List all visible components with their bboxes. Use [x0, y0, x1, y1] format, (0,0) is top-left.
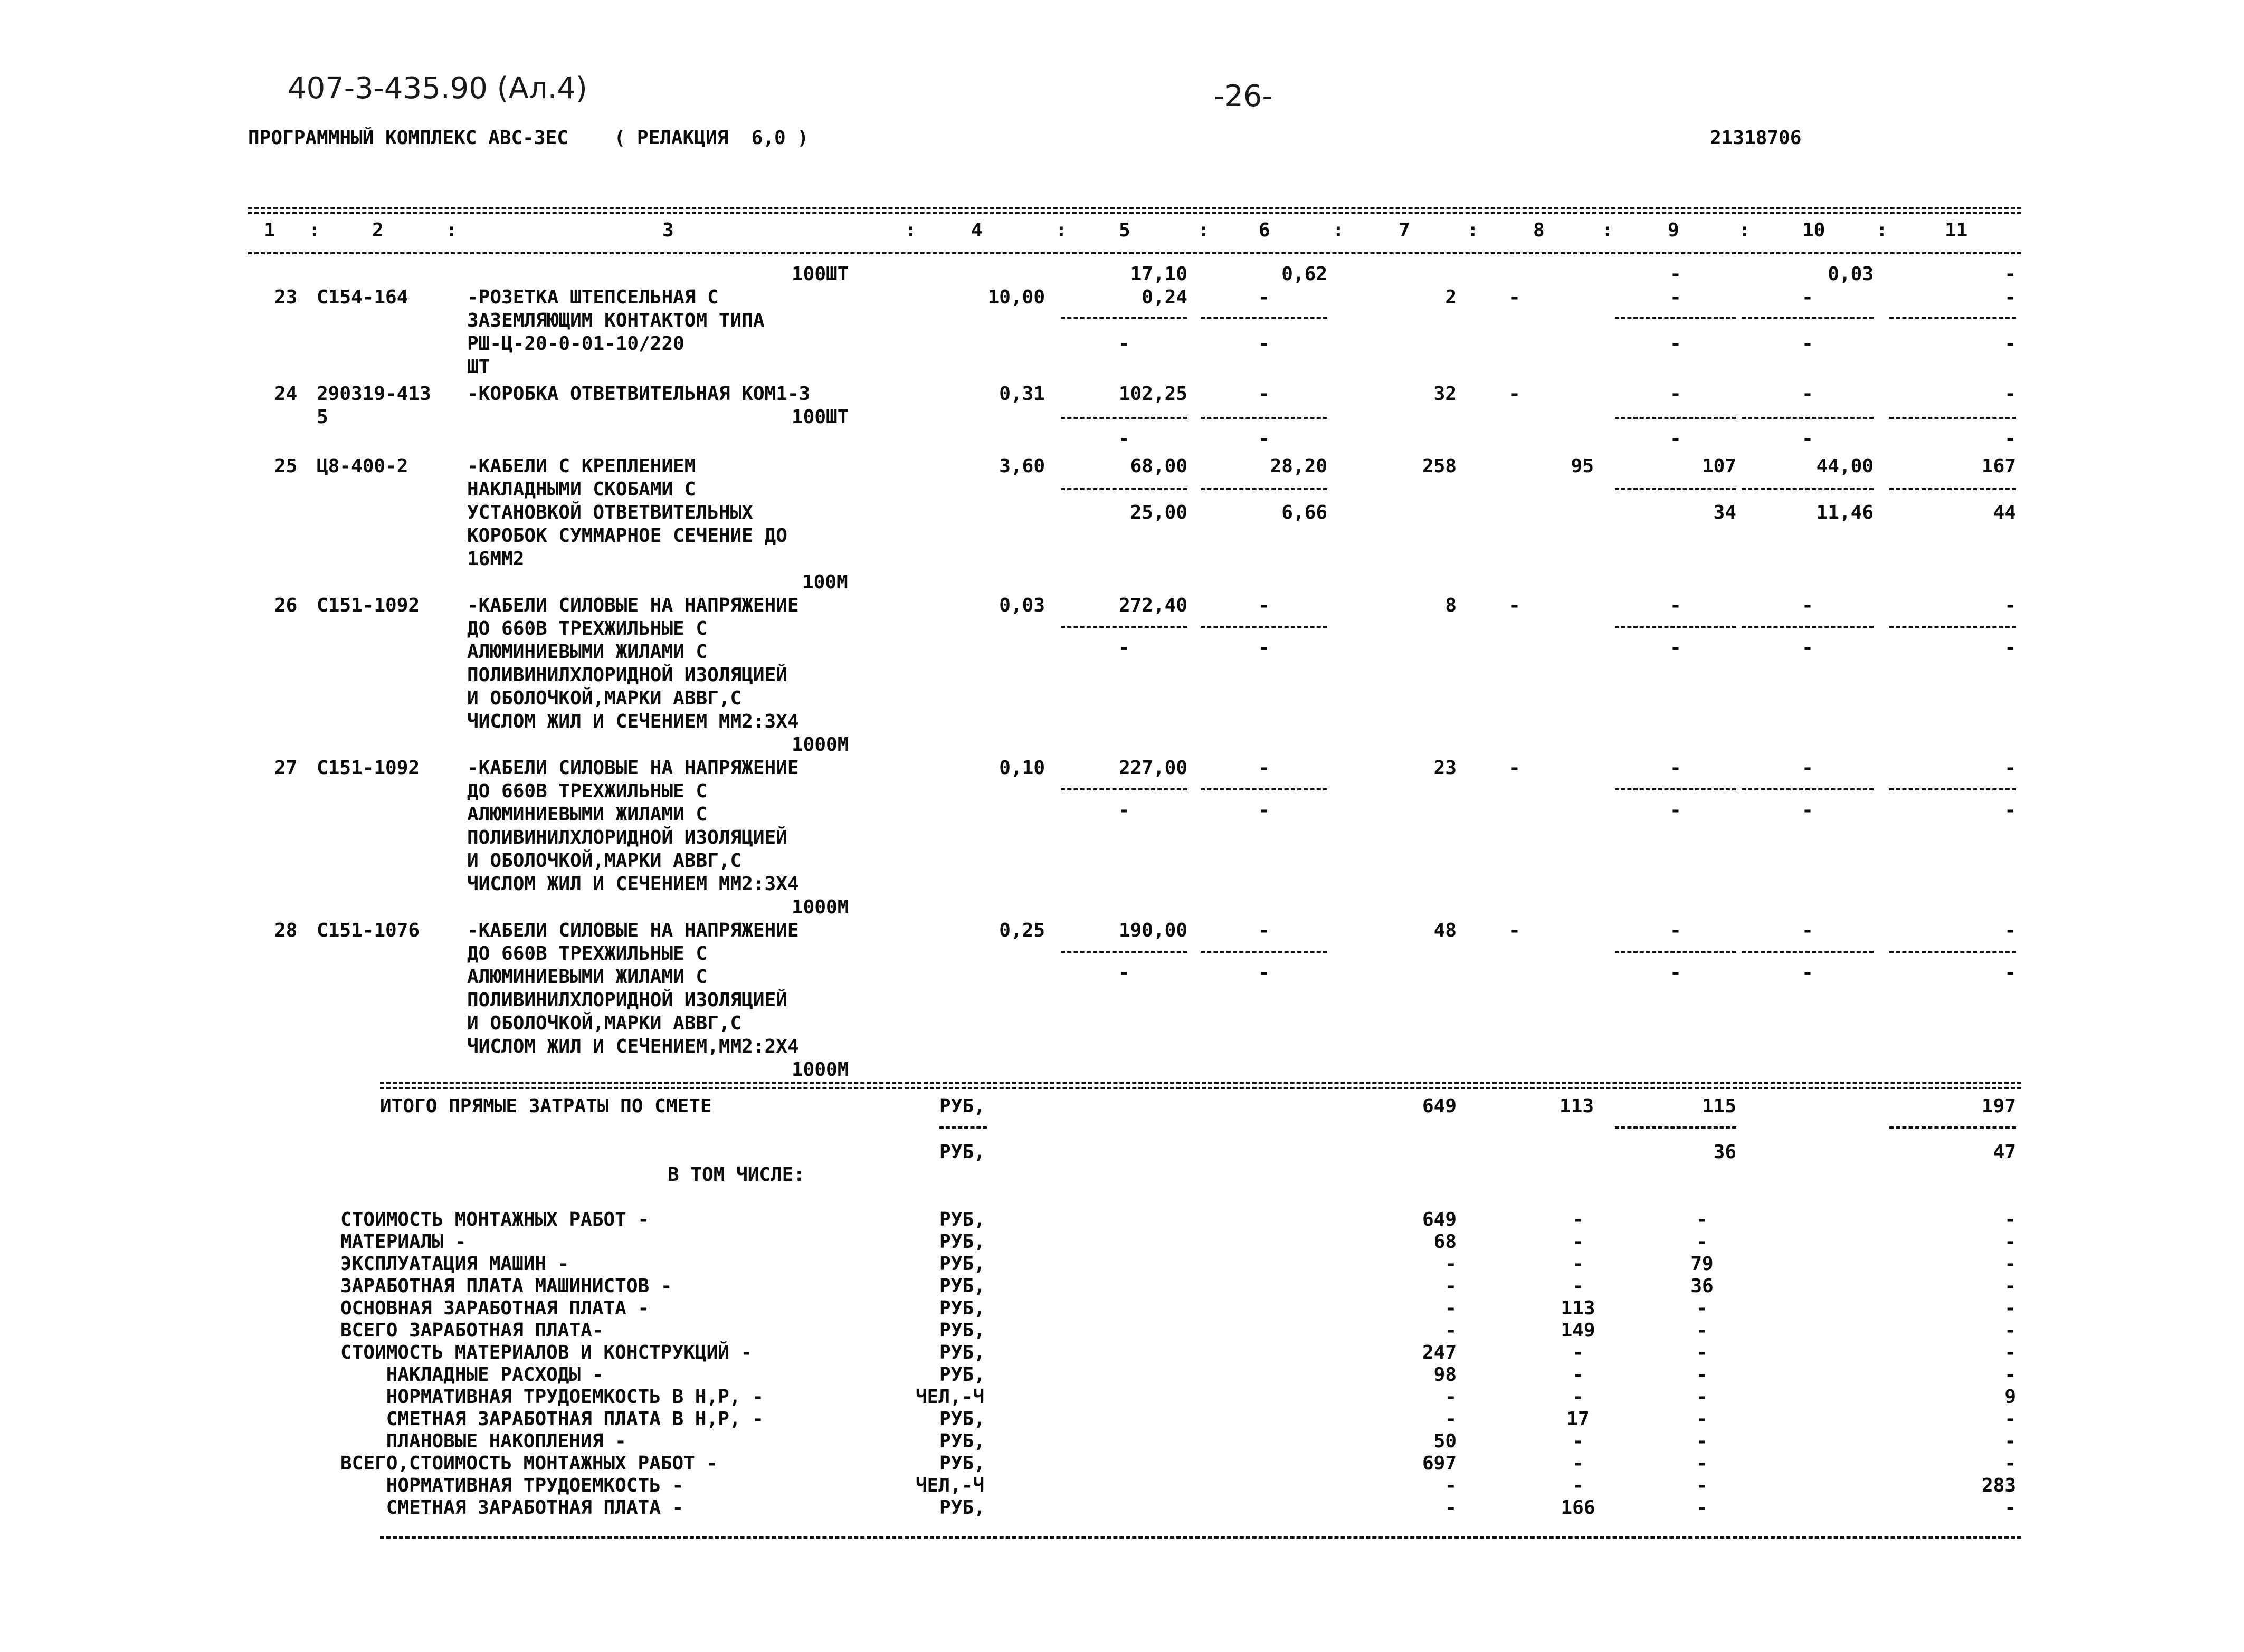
summary-col9: -	[1696, 1453, 1708, 1474]
summary-col9: -	[1696, 1342, 1708, 1363]
row-col10: 44,00	[1816, 455, 1874, 477]
summary-col11: -	[2004, 1408, 2016, 1430]
row-col10b: 11,46	[1816, 502, 1874, 523]
summary-col9: -	[1696, 1408, 1708, 1430]
summary-col11: -	[2004, 1364, 2016, 1386]
row-code: 290319-413 5	[317, 383, 431, 428]
totals-col11: 197	[1981, 1095, 2016, 1117]
summary-col7: 50	[1433, 1430, 1457, 1452]
summary-label: ВСЕГО ЗАРАБОТНАЯ ПЛАТА-	[340, 1320, 604, 1341]
row-col11: -	[2004, 263, 2016, 285]
summary-unit: РУБ,	[939, 1320, 985, 1341]
summary-col11: 9	[2004, 1386, 2016, 1408]
row-description: -КАБЕЛИ СИЛОВЫЕ НА НАПРЯЖЕНИЕ ДО 660В ТРЕХЖИЛЬНЫЕ С АЛЮМИНИЕВЫМИ ЖИЛАМИ С ПОЛИВИНИЛХЛОРИДНОЙ ИЗОЛЯЦИЕЙ И ОБОЛОЧКОЙ,МАРКИ АВВГ,С ЧИСЛОМ ЖИЛ И СЕЧЕНИЕМ ММ2:3Х4	[467, 757, 799, 895]
summary-unit: РУБ,	[939, 1408, 985, 1430]
summary-col7: 247	[1422, 1342, 1457, 1363]
summary-col7: 697	[1422, 1453, 1457, 1474]
summary-col7: 68	[1433, 1231, 1457, 1253]
row-col10b: -	[1802, 799, 1813, 821]
row-description: -КОРОБКА ОТВЕТВИТЕЛЬНАЯ КОМ1-3	[467, 383, 811, 405]
summary-col7: 98	[1433, 1364, 1457, 1386]
row-col7: 48	[1433, 920, 1457, 941]
row-col7: 8	[1445, 595, 1457, 616]
row-col5b: 25,00	[1130, 502, 1187, 523]
col-header-11: 11	[1945, 219, 1968, 241]
summary-label: НОРМАТИВНАЯ ТРУДОЕМКОСТЬ В Н,Р, -	[340, 1386, 764, 1408]
row-code: С151-1076	[317, 920, 420, 941]
row-col5c: -	[1118, 333, 1130, 355]
col-header-5: 5	[1119, 219, 1130, 241]
summary-unit: РУБ,	[939, 1209, 985, 1230]
summary-unit: РУБ,	[939, 1497, 985, 1519]
row-col10: -	[1802, 595, 1813, 616]
row-col5: 17,10	[1130, 263, 1187, 285]
row-col10b: -	[1802, 962, 1813, 983]
summary-col8: -	[1572, 1275, 1584, 1297]
row-col5: 68,00	[1130, 455, 1187, 477]
summary-col8: -	[1572, 1342, 1584, 1363]
row-col10b: -	[1802, 637, 1813, 658]
doc-code: 407-3-435.90 (Ал.4)	[288, 71, 587, 106]
row-col4: 0,10	[999, 757, 1045, 779]
row-col5b: -	[1118, 428, 1130, 450]
row-col9: 107	[1701, 455, 1736, 477]
row-col8: 95	[1571, 455, 1594, 477]
row-code: С151-1092	[317, 595, 420, 616]
summary-col9: -	[1696, 1430, 1708, 1452]
summary-col8: 149	[1561, 1320, 1595, 1341]
summary-col9: 36	[1690, 1275, 1714, 1297]
row-col11c: -	[2004, 333, 2016, 355]
row-col4: 0,03	[999, 595, 1045, 616]
summary-col8: -	[1572, 1453, 1584, 1474]
row-number: 26	[274, 595, 298, 616]
row-col10b: -	[1802, 287, 1813, 308]
row-col7: 2	[1445, 287, 1457, 308]
row-col5: 227,00	[1118, 757, 1187, 779]
row-col9: -	[1670, 920, 1681, 941]
row-col6c: -	[1258, 333, 1270, 355]
row-col9b: -	[1670, 962, 1681, 983]
summary-label: ЭКСПЛУАТАЦИЯ МАШИН -	[340, 1253, 569, 1275]
col-header-9: 9	[1668, 219, 1679, 241]
row-col6: -	[1258, 595, 1270, 616]
summary-unit: ЧЕЛ,-Ч	[916, 1386, 985, 1408]
row-unit: 100М	[802, 571, 848, 593]
page-number: -26-	[1214, 79, 1273, 113]
row-number: 25	[274, 455, 298, 477]
row-col5b: -	[1118, 799, 1130, 821]
row-col9b: 34	[1713, 502, 1736, 523]
summary-col9: -	[1696, 1297, 1708, 1319]
document-number: 21318706	[1710, 127, 1802, 149]
col-header-7: 7	[1399, 219, 1410, 241]
row-description: -РОЗЕТКА ШТЕПСЕЛЬНАЯ С ЗАЗЕМЛЯЮЩИМ КОНТАКТОМ ТИПА РШ-Ц-20-0-01-10/220 ШТ	[467, 287, 765, 378]
summary-col7: 649	[1422, 1209, 1457, 1230]
totals-col9b: 36	[1713, 1141, 1736, 1163]
summary-col11: -	[2004, 1453, 2016, 1474]
row-col8: -	[1509, 383, 1520, 405]
summary-col8: -	[1572, 1253, 1584, 1275]
row-col8: -	[1509, 920, 1520, 941]
program-title: ПРОГРАММНЫЙ КОМПЛЕКС АВС-3ЕС ( РЕЛАКЦИЯ 6,0 )	[248, 127, 809, 149]
summary-col8: 166	[1561, 1497, 1595, 1519]
row-col11: -	[2004, 757, 2016, 779]
row-col9c: -	[1670, 333, 1681, 355]
totals-col7: 649	[1422, 1095, 1457, 1117]
totals-unit-2: РУБ,	[939, 1141, 985, 1163]
including-label: В ТОМ ЧИСЛЕ:	[668, 1164, 805, 1186]
summary-col9: -	[1696, 1320, 1708, 1341]
row-col7: 258	[1422, 455, 1457, 477]
row-unit: 100ШТ	[792, 406, 849, 428]
summary-col11: -	[2004, 1231, 2016, 1253]
totals-unit: РУБ,	[939, 1095, 985, 1117]
row-col7: 23	[1433, 757, 1457, 779]
row-col9: -	[1670, 595, 1681, 616]
row-col6b: -	[1258, 428, 1270, 450]
summary-col8: -	[1572, 1386, 1584, 1408]
totals-label: ИТОГО ПРЯМЫЕ ЗАТРАТЫ ПО СМЕТЕ	[380, 1095, 712, 1117]
row-col5: 190,00	[1118, 920, 1187, 941]
summary-label: СТОИМОСТЬ МАТЕРИАЛОВ И КОНСТРУКЦИЙ -	[340, 1342, 753, 1363]
summary-col7: -	[1445, 1320, 1457, 1341]
row-col5: 272,40	[1118, 595, 1187, 616]
row-code: С151-1092	[317, 757, 420, 779]
summary-col7: -	[1445, 1253, 1457, 1275]
row-col6: -	[1258, 920, 1270, 941]
col-header-10: 10	[1802, 219, 1825, 241]
row-col11b: -	[2004, 287, 2016, 308]
row-unit: 1000М	[792, 896, 849, 918]
table-header-rule	[248, 252, 2021, 254]
col-header-3: 3	[662, 219, 674, 241]
row-description: -КАБЕЛИ СИЛОВЫЕ НА НАПРЯЖЕНИЕ ДО 660В ТРЕХЖИЛЬНЫЕ С АЛЮМИНИЕВЫМИ ЖИЛАМИ С ПОЛИВИНИЛХЛОРИДНОЙ ИЗОЛЯЦИЕЙ И ОБОЛОЧКОЙ,МАРКИ АВВГ,С ЧИСЛОМ ЖИЛ И СЕЧЕНИЕМ,ММ2:2Х4	[467, 920, 799, 1057]
table-top-rule-2	[248, 212, 2021, 214]
row-col11b: 44	[1993, 502, 2016, 523]
summary-col8: -	[1572, 1231, 1584, 1253]
row-col11: 167	[1981, 455, 2016, 477]
row-col5b: -	[1118, 962, 1130, 983]
row-col5: 102,25	[1118, 383, 1187, 405]
row-code: С154-164	[317, 287, 408, 308]
summary-unit: РУБ,	[939, 1253, 985, 1275]
row-col11b: -	[2004, 428, 2016, 450]
row-col9b: -	[1670, 428, 1681, 450]
row-description: -КАБЕЛИ С КРЕПЛЕНИЕМ НАКЛАДНЫМИ СКОБАМИ С УСТАНОВКОЙ ОТВЕТВИТЕЛЬНЫХ КОРОБОК СУММАРНОЕ СЕЧЕНИЕ ДО 16ММ2	[467, 455, 787, 570]
totals-col9: 115	[1701, 1095, 1736, 1117]
row-col9b: -	[1670, 637, 1681, 658]
summary-col8: -	[1572, 1430, 1584, 1452]
row-col6b: 6,66	[1281, 502, 1327, 523]
row-description: -КАБЕЛИ СИЛОВЫЕ НА НАПРЯЖЕНИЕ ДО 660В ТРЕХЖИЛЬНЫЕ С АЛЮМИНИЕВЫМИ ЖИЛАМИ С ПОЛИВИНИЛХЛОРИДНОЙ ИЗОЛЯЦИЕЙ И ОБОЛОЧКОЙ,МАРКИ АВВГ,С ЧИСЛОМ ЖИЛ И СЕЧЕНИЕМ ММ2:3Х4	[467, 595, 799, 732]
summary-col11: -	[2004, 1253, 2016, 1275]
summary-label: СМЕТНАЯ ЗАРАБОТНАЯ ПЛАТА В Н,Р, -	[340, 1408, 764, 1430]
row-number: 27	[274, 757, 298, 779]
row-col10b: -	[1802, 428, 1813, 450]
summary-col7: -	[1445, 1386, 1457, 1408]
summary-unit: РУБ,	[939, 1297, 985, 1319]
row-col5b: -	[1118, 637, 1130, 658]
summary-unit: РУБ,	[939, 1231, 985, 1253]
row-col9b: -	[1670, 287, 1681, 308]
summary-label: ПЛАНОВЫЕ НАКОПЛЕНИЯ -	[340, 1430, 626, 1452]
summary-label: ВСЕГО,СТОИМОСТЬ МОНТАЖНЫХ РАБОТ -	[340, 1453, 718, 1474]
row-col6: 28,20	[1270, 455, 1327, 477]
totals-col8: 113	[1559, 1095, 1594, 1117]
row-col4: 10,00	[987, 287, 1045, 308]
row-col8: -	[1509, 757, 1520, 779]
row-col11b: -	[2004, 637, 2016, 658]
row-number: 23	[274, 287, 298, 308]
row-col7: 32	[1433, 383, 1457, 405]
row-col11: -	[2004, 383, 2016, 405]
row-code: Ц8-400-2	[317, 455, 408, 477]
col-header-6: 6	[1259, 219, 1270, 241]
summary-col7: -	[1445, 1497, 1457, 1519]
row-number: 24	[274, 383, 298, 405]
row-col10c: -	[1802, 333, 1813, 355]
summary-col11: -	[2004, 1209, 2016, 1230]
row-col8: -	[1509, 595, 1520, 616]
summary-col11: -	[2004, 1297, 2016, 1319]
row-col6: 0,62	[1281, 263, 1327, 285]
row-col4: 0,25	[999, 920, 1045, 941]
summary-label: НАКЛАДНЫЕ РАСХОДЫ -	[340, 1364, 604, 1386]
row-col9b: -	[1670, 799, 1681, 821]
row-col9: -	[1670, 757, 1681, 779]
summary-col9: -	[1696, 1364, 1708, 1386]
summary-col11: -	[2004, 1275, 2016, 1297]
row-col6b: -	[1258, 287, 1270, 308]
row-col4: 3,60	[999, 455, 1045, 477]
summary-col7: -	[1445, 1408, 1457, 1430]
row-col4: 0,31	[999, 383, 1045, 405]
row-col10: -	[1802, 757, 1813, 779]
summary-unit: ЧЕЛ,-Ч	[916, 1475, 985, 1496]
summary-label: ОСНОВНАЯ ЗАРАБОТНАЯ ПЛАТА -	[340, 1297, 650, 1319]
table-top-rule	[248, 207, 2021, 209]
row-col6: -	[1258, 383, 1270, 405]
summary-col8: 113	[1561, 1297, 1595, 1319]
summary-unit: РУБ,	[939, 1430, 985, 1452]
totals-rule-2	[380, 1087, 2021, 1089]
row-col6b: -	[1258, 799, 1270, 821]
row-col11b: -	[2004, 962, 2016, 983]
summary-col11: 283	[1981, 1475, 2016, 1496]
summary-label: МАТЕРИАЛЫ -	[340, 1231, 467, 1253]
summary-col8: 17	[1566, 1408, 1590, 1430]
summary-label: ЗАРАБОТНАЯ ПЛАТА МАШИНИСТОВ -	[340, 1275, 672, 1297]
row-unit: 100ШТ	[792, 263, 849, 285]
row-col9: -	[1670, 383, 1681, 405]
summary-col7: -	[1445, 1297, 1457, 1319]
summary-col11: -	[2004, 1497, 2016, 1519]
totals-rule	[380, 1082, 2021, 1084]
summary-unit: РУБ,	[939, 1342, 985, 1363]
row-col11b: -	[2004, 799, 2016, 821]
summary-unit: РУБ,	[939, 1453, 985, 1474]
row-col10: -	[1802, 383, 1813, 405]
summary-label: СМЕТНАЯ ЗАРАБОТНАЯ ПЛАТА -	[340, 1497, 684, 1519]
row-col6b: -	[1258, 637, 1270, 658]
summary-col8: -	[1572, 1364, 1584, 1386]
summary-label: СТОИМОСТЬ МОНТАЖНЫХ РАБОТ -	[340, 1209, 650, 1230]
row-col5b: 0,24	[1142, 287, 1187, 308]
col-header-4: 4	[971, 219, 983, 241]
summary-col9: -	[1696, 1231, 1708, 1253]
summary-col11: -	[2004, 1320, 2016, 1341]
row-col6b: -	[1258, 962, 1270, 983]
summary-col9: -	[1696, 1475, 1708, 1496]
row-number: 28	[274, 920, 298, 941]
row-col11: -	[2004, 595, 2016, 616]
totals-col11b: 47	[1993, 1141, 2016, 1163]
summary-col8: -	[1572, 1209, 1584, 1230]
row-col10: -	[1802, 920, 1813, 941]
summary-col9: -	[1696, 1209, 1708, 1230]
bottom-rule	[380, 1536, 2021, 1539]
col-header-2: 2	[372, 219, 384, 241]
col-header-1: 1	[264, 219, 275, 241]
row-col9: -	[1670, 263, 1681, 285]
summary-col8: -	[1572, 1475, 1584, 1496]
summary-col11: -	[2004, 1430, 2016, 1452]
summary-col9: -	[1696, 1386, 1708, 1408]
summary-col7: -	[1445, 1475, 1457, 1496]
row-unit: 1000М	[792, 734, 849, 756]
summary-col9: 79	[1690, 1253, 1714, 1275]
row-col11: -	[2004, 920, 2016, 941]
summary-label: НОРМАТИВНАЯ ТРУДОЕМКОСТЬ -	[340, 1475, 684, 1496]
summary-unit: РУБ,	[939, 1275, 985, 1297]
row-col10: 0,03	[1828, 263, 1874, 285]
col-header-8: 8	[1533, 219, 1545, 241]
summary-unit: РУБ,	[939, 1364, 985, 1386]
row-col8: -	[1509, 287, 1520, 308]
summary-col9: -	[1696, 1497, 1708, 1519]
summary-col11: -	[2004, 1342, 2016, 1363]
row-unit: 1000М	[792, 1059, 849, 1081]
summary-col7: -	[1445, 1275, 1457, 1297]
row-col6: -	[1258, 757, 1270, 779]
